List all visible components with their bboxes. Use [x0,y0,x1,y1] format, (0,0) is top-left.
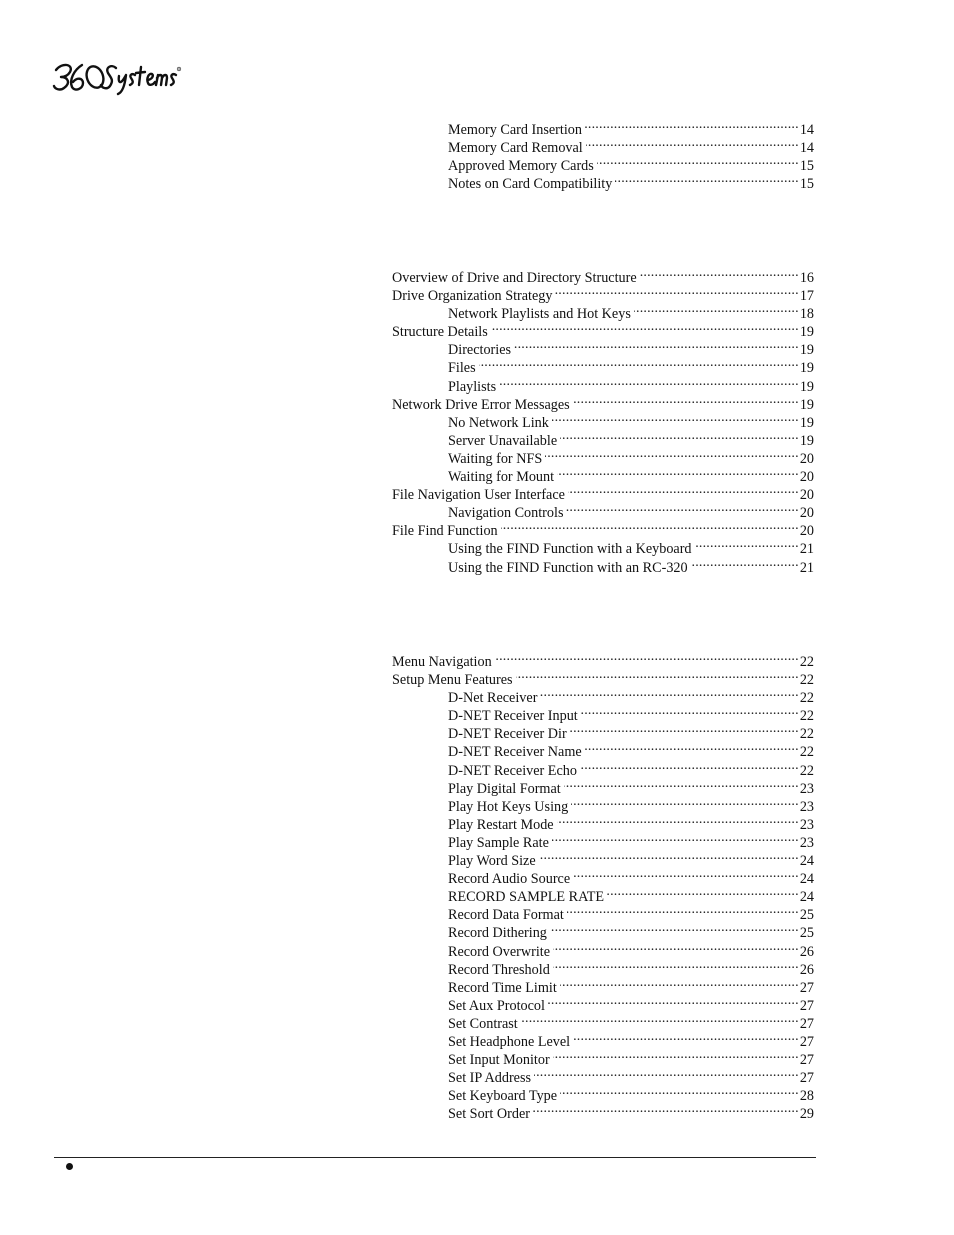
toc-page-number: 27 [799,1052,814,1069]
toc-page-number: 25 [799,925,814,942]
toc-dot-leader [634,300,799,318]
toc-entry-title: Set Headphone Level [448,1033,571,1050]
toc-entry-title: Waiting for Mount [448,469,555,486]
toc-page-number: 28 [799,1088,814,1105]
brand-logo [52,56,182,96]
toc-entry [392,264,814,286]
svg-text:R: R [178,68,181,72]
toc-entry-title: Drive Organization Strategy [392,288,553,305]
toc-dot-leader [564,775,799,793]
toc-page-number: 19 [799,324,814,341]
toc-dot-leader [539,847,799,865]
toc-entry-title: D-NET Receiver Input [448,708,578,725]
footer-divider [54,1157,816,1158]
toc-dot-leader [553,938,799,956]
toc-dot-leader [553,1046,799,1064]
toc-page-number: 22 [799,690,814,707]
toc-dot-leader [514,336,799,354]
toc-entry-title: Record Time Limit [448,979,557,996]
toc-entry-title: Record Data Format [448,907,564,924]
toc-entry-title: Play Digital Format [448,780,561,797]
toc-entry-title: Files [448,360,476,377]
toc-section-setup-menu [392,648,814,1123]
toc-dot-leader [573,1028,799,1046]
toc-dot-leader [534,1064,799,1082]
toc-entry-title: Set IP Address [448,1070,532,1087]
toc-section-network-drives [392,264,814,576]
toc-page-number: 20 [799,450,814,467]
toc-page-number: 15 [799,158,814,175]
toc-dot-leader [573,865,799,883]
toc-dot-leader [501,517,799,535]
toc-dot-leader [691,554,799,572]
toc-entry-title: D-Net Receiver [448,690,538,707]
toc-dot-leader [607,883,799,901]
toc-entry-title: Set Input Monitor [448,1052,550,1069]
toc-dot-leader [533,1100,799,1118]
toc-page-number: 22 [799,762,814,779]
toc-entry [392,116,814,138]
toc-dot-leader [586,134,799,152]
toc-entry-title: Server Unavailable [448,432,558,449]
toc-dot-leader [597,152,799,170]
toc-page-number: 18 [799,306,814,323]
toc-page-number: 21 [799,559,814,576]
toc-dot-leader [560,974,799,992]
toc-dot-leader [585,738,799,756]
toc-entry-title: Setup Menu Features [392,672,513,689]
toc-dot-leader [580,757,799,775]
toc-entry-title: Playlists [448,378,497,395]
toc-entry-title: No Network Link [448,414,549,431]
toc-page-number: 22 [799,708,814,725]
toc-entry-title: Waiting for NFS [448,450,543,467]
toc-page-number: 19 [799,342,814,359]
toc-dot-leader [567,901,799,919]
toc-dot-leader [560,1082,799,1100]
toc-entry-title: Set Keyboard Type [448,1088,558,1105]
toc-dot-leader [548,992,799,1010]
toc-page-number: 27 [799,997,814,1014]
toc-page-number: 29 [799,1106,814,1123]
toc-page-number: 15 [799,176,814,193]
toc-page-number: 23 [799,798,814,815]
toc-page-number: 14 [799,140,814,157]
toc-dot-leader [557,463,799,481]
toc-entry-title: Notes on Card Compatibility [448,176,613,193]
toc-page-number: 25 [799,907,814,924]
toc-page-number: 23 [799,780,814,797]
toc-page-number: 20 [799,505,814,522]
toc-entry-title: Navigation Controls [448,505,564,522]
toc-dot-leader [571,793,799,811]
toc-entry-title: Overview of Drive and Directory Structure [392,270,637,286]
toc-page-number: 26 [799,943,814,960]
toc-entry-title: Memory Card Insertion [448,122,582,138]
toc-entry-title: Set Aux Protocol [448,997,545,1014]
toc-entry-title: D-NET Receiver Echo [448,762,577,779]
toc-page-number: 16 [799,270,814,286]
toc-entry-title: Using the FIND Function with an RC-320 [448,559,688,576]
toc-entry-title: D-NET Receiver Dir [448,726,567,743]
toc-dot-leader [479,354,799,372]
toc-entry-title: Set Contrast [448,1015,518,1032]
toc-page-number: 23 [799,834,814,851]
toc-entry [392,648,814,670]
toc-dot-leader [568,481,799,499]
toc-entry-title: Record Dithering [448,925,547,942]
toc-dot-leader [560,427,799,445]
toc-page-number: 19 [799,432,814,449]
toc-dot-leader [550,919,799,937]
toc-page-number: 20 [799,487,814,504]
toc-dot-leader [499,373,799,391]
toc-page-number: 27 [799,1070,814,1087]
toc-dot-leader [540,684,798,702]
toc-page-number: 24 [799,853,814,870]
toc-entry-title: Network Playlists and Hot Keys [448,306,631,323]
toc-page-number: 22 [799,726,814,743]
toc-entry-title: Set Sort Order [448,1106,530,1123]
toc-entry-title: Record Threshold [448,961,550,978]
toc-page-number: 20 [799,523,814,540]
toc-entry-title: Approved Memory Cards [448,158,594,175]
toc-dot-leader [552,409,799,427]
toc-entry-title: Memory Card Removal [448,140,583,157]
toc-entry-title: Record Audio Source [448,871,571,888]
toc-dot-leader [615,170,798,188]
footer-bullet-icon [66,1163,73,1170]
toc-entry-title: Play Hot Keys Using [448,798,569,815]
toc-dot-leader [581,702,799,720]
toc-page-number: 26 [799,961,814,978]
toc-dot-leader [553,956,799,974]
toc-dot-leader [573,391,799,409]
toc-dot-leader [640,264,799,282]
toc-dot-leader [695,535,799,553]
toc-page-number: 27 [799,1033,814,1050]
toc-entry-title: Record Overwrite [448,943,551,960]
toc-page-number: 19 [799,414,814,431]
toc-dot-leader [545,445,799,463]
toc-entry-title: Play Word Size [448,853,536,870]
toc-dot-leader [495,648,799,666]
toc-page-number: 22 [799,672,814,689]
toc-page-number: 22 [799,744,814,761]
toc-dot-leader [566,499,798,517]
toc-section-memory-cards [392,116,814,193]
toc-entry-title: File Navigation User Interface [392,487,565,504]
toc-page-number: 27 [799,979,814,996]
toc-page-number: 20 [799,469,814,486]
toc-entry-title: Network Drive Error Messages [392,396,570,413]
toc-page-number: 14 [799,122,814,138]
toc-entry-title: Play Restart Mode [448,816,554,833]
toc-page-number: 19 [799,360,814,377]
toc-dot-leader [555,282,798,300]
toc-page-number: 27 [799,1015,814,1032]
toc-entry-title: Using the FIND Function with a Keyboard [448,541,692,558]
toc-entry-title: File Find Function [392,523,498,540]
toc-entry-title: RECORD SAMPLE RATE [448,889,605,906]
toc-page-number: 22 [799,654,814,670]
toc-entry-title: Structure Details [392,324,488,341]
toc-dot-leader [521,1010,799,1028]
toc-page-number: 23 [799,816,814,833]
toc-page-number: 19 [799,378,814,395]
toc-page-number: 24 [799,871,814,888]
toc-page-number: 21 [799,541,814,558]
toc-dot-leader [491,318,799,336]
toc-entry-title: D-NET Receiver Name [448,744,582,761]
toc-page-number: 24 [799,889,814,906]
toc-dot-leader [570,720,799,738]
toc-entry-title: Directories [448,342,512,359]
toc-page-number: 19 [799,396,814,413]
toc-dot-leader [557,811,799,829]
toc-entry-title: Play Sample Rate [448,834,549,851]
toc-dot-leader [585,116,799,134]
toc-entry-title: Menu Navigation [392,654,492,670]
toc-page-number: 17 [799,288,814,305]
toc-dot-leader [552,829,799,847]
toc-dot-leader [516,666,799,684]
